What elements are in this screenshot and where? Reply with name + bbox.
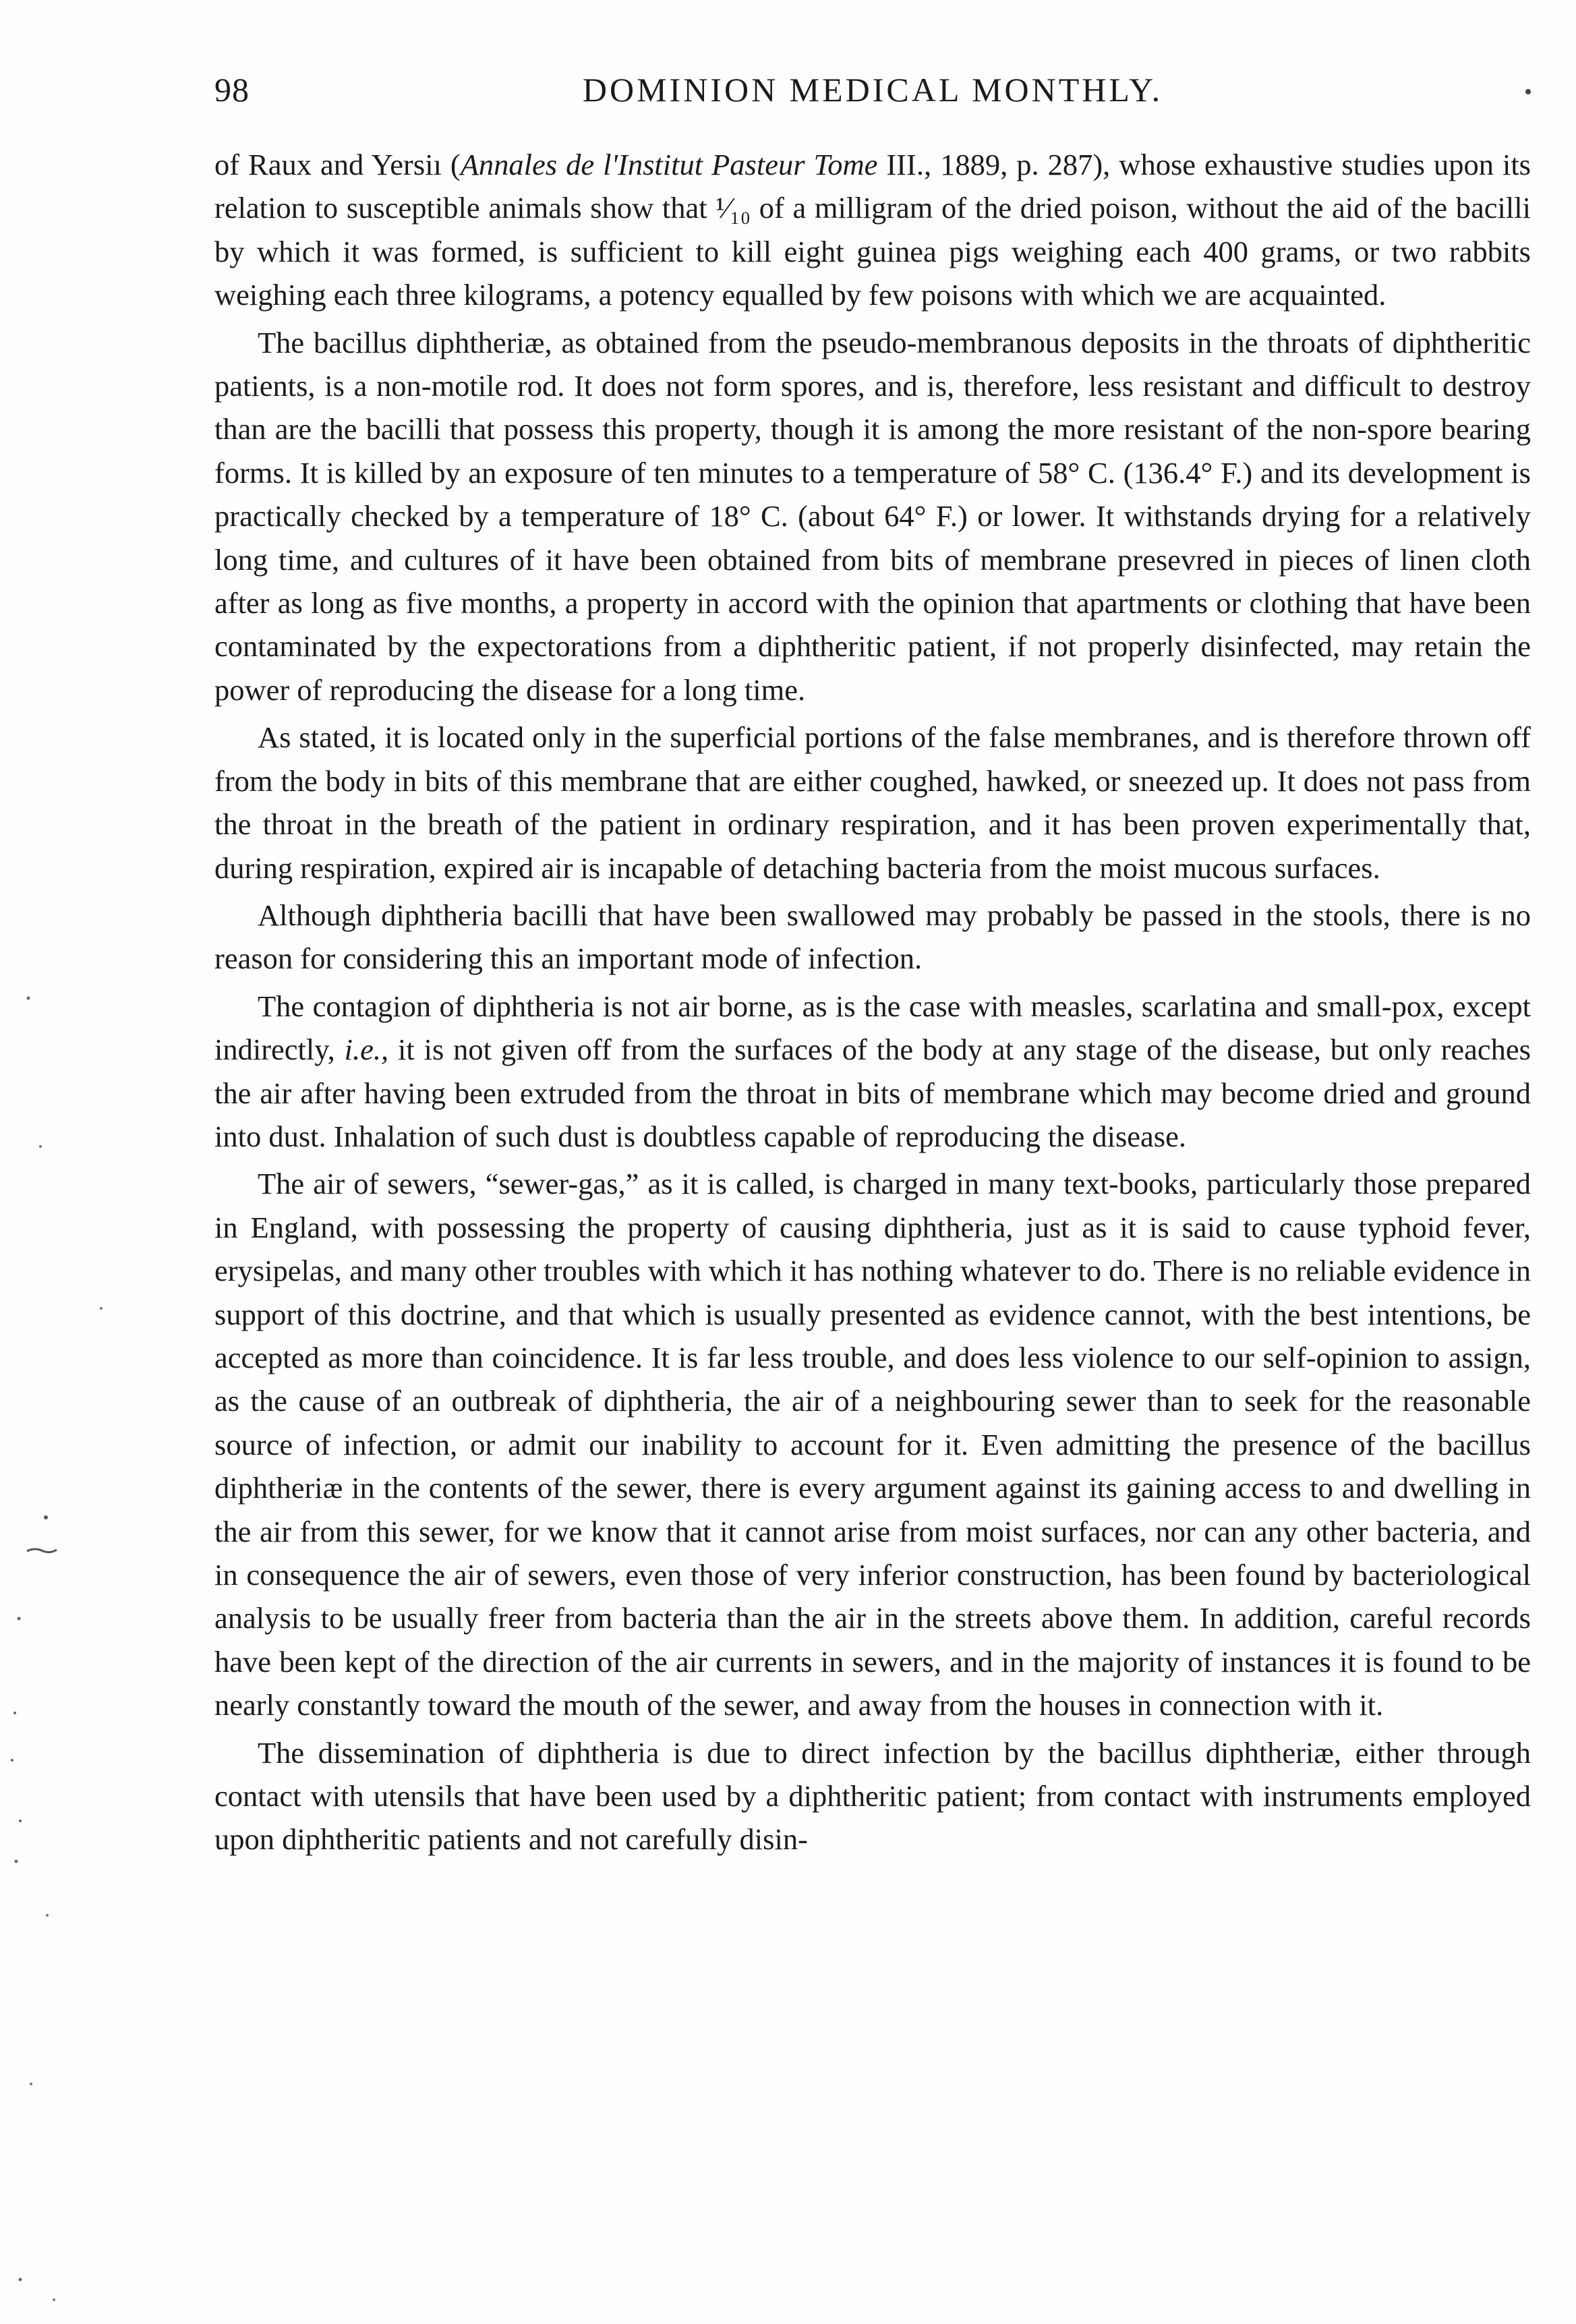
page-header: [214, 70, 1531, 124]
paragraph-6: The air of sewers, “sewer-gas,” as it is called, is charged in many text-books, particularly those prepared in England, with possessing the property of causing diphtheria, just as it is said to cause typhoid fever, erysipelas, and many other troubles with which it has nothing whatever to do. There is no reliable evidence in support of this doctrine, and that which is usually presented as evidence cannot, with the best intentions, be accepted as more than coincidence. It is far less trouble, and does less violence to our self-opinion to assign, as the cause of an outbreak of diphtheria, the air of a neighbouring sewer than to seek for the reasonable source of infection, or admit our inability to account for it. Even admitting the presence of the bacillus diphtheriæ in the contents of the sewer, there is every argument against its gaining access to and dwelling in the air from this sewer, for we know that it cannot arise from moist surfaces, nor can any other bacteria, and in consequence the air of sewers, even those of very inferior construction, has been found by bacteriological analysis to be usually freer from bacteria than the air in the streets above them. In addition, careful records have been kept of the direction of the air currents in sewers, and in the majority of instances it is found to be nearly constantly toward the mouth of the sewer, and away from the houses in connection with it.: [214, 1167, 1531, 1722]
page-number: 98: [214, 71, 250, 109]
speck: [30, 2083, 32, 2085]
speck: [15, 1860, 18, 1863]
article-body: [214, 143, 1531, 1865]
speck: [39, 1145, 42, 1148]
ie-abbreviation: i.e.,: [344, 1033, 389, 1067]
speck: [44, 1515, 48, 1519]
speck: [11, 1759, 13, 1762]
paragraph-4: Although diphtheria bacilli that have been swallowed may probably be passed in the stools, there is no reason for considering this an important mode of infection.: [214, 898, 1531, 976]
speck: [13, 1712, 16, 1714]
paragraph-5: [214, 985, 1531, 1159]
paragraph-1: [214, 143, 1531, 317]
speck: [27, 997, 30, 1000]
speck: [53, 2298, 55, 2301]
paragraph-5-start: The contagion of diphtheria is not air borne, as is the case with measles, scarlatina and small-pox, except indirectly,: [214, 989, 1531, 1067]
print-speck: [1525, 89, 1531, 94]
running-title: DOMINION MEDICAL MONTHLY.: [582, 71, 1163, 109]
speck: [46, 1914, 49, 1917]
paragraph-7: The dissemination of diphtheria is due to direct infection by the bacillus diphtheriæ, either through contact with utensils that have been used by a diphtheritic patient; from contact with instruments employed upon diphtheritic patients and not carefully disin-: [214, 1735, 1531, 1857]
speck: [19, 1820, 22, 1822]
paragraph-1-end: III., 1889, p. 287), whose exhaustive studies upon its relation to susceptible animals show that ¹⁄₁₀ of a milligram of the dried poison, without the aid of the bacilli by which it was formed, is sufficient to kill eight guinea pigs weighing each 400 grams, or two rabbits weighing each three kilograms, a potency equalled by few poisons with which we are acquainted.: [214, 148, 1531, 312]
paragraph-1-start: of Raux and Yersiı (: [214, 148, 461, 181]
paragraph-2: The bacillus diphtheriæ, as obtained from the pseudo-membranous deposits in the throats of diphtheritic patients, is a non-motile rod. It does not form spores, and is, therefore, less resistant and difficult to destroy than are the bacilli that possess this property, though it is among the more resistant of the non-spore bearing forms. It is killed by an exposure of ten minutes to a temperature of 58° C. (136.4° F.) and its development is practically checked by a temperature of 18° C. (about 64° F.) or lower. It withstands drying for a relatively long time, and cultures of it have been obtained from bits of membrane presevred in pieces of linen cloth after as long as five months, a property in accord with the opinion that apartments or clothing that have been contaminated by the expectorations from a diphtheritic patient, if not properly disinfected, may retain the power of reproducing the disease for a long time.: [214, 325, 1531, 707]
speck: [27, 1549, 57, 1552]
journal-citation: Annales de l'Institut Pasteur Tome: [460, 148, 878, 181]
paragraph-5-end: it is not given off from the surfaces of the body at any stage of the disease, but only reaches the air after having been extruded from the throat in bits of membrane which may become dried and ground into dust. Inhalation of such dust is doubtless capable of reproducing the disease.: [214, 1033, 1531, 1153]
paragraph-3: As stated, it is located only in the superficial portions of the false membranes, and is therefore thrown off from the body in bits of this membrane that are either coughed, hawked, or sneezed up. It does not pass from the throat in the breath of the patient in ordinary respiration, and it has been proven experimentally that, during respiration, expired air is incapable of detaching bacteria from the moist mucous surfaces.: [214, 720, 1531, 885]
speck: [100, 1307, 103, 1310]
speck: [19, 2278, 22, 2282]
speck: [18, 1617, 21, 1621]
